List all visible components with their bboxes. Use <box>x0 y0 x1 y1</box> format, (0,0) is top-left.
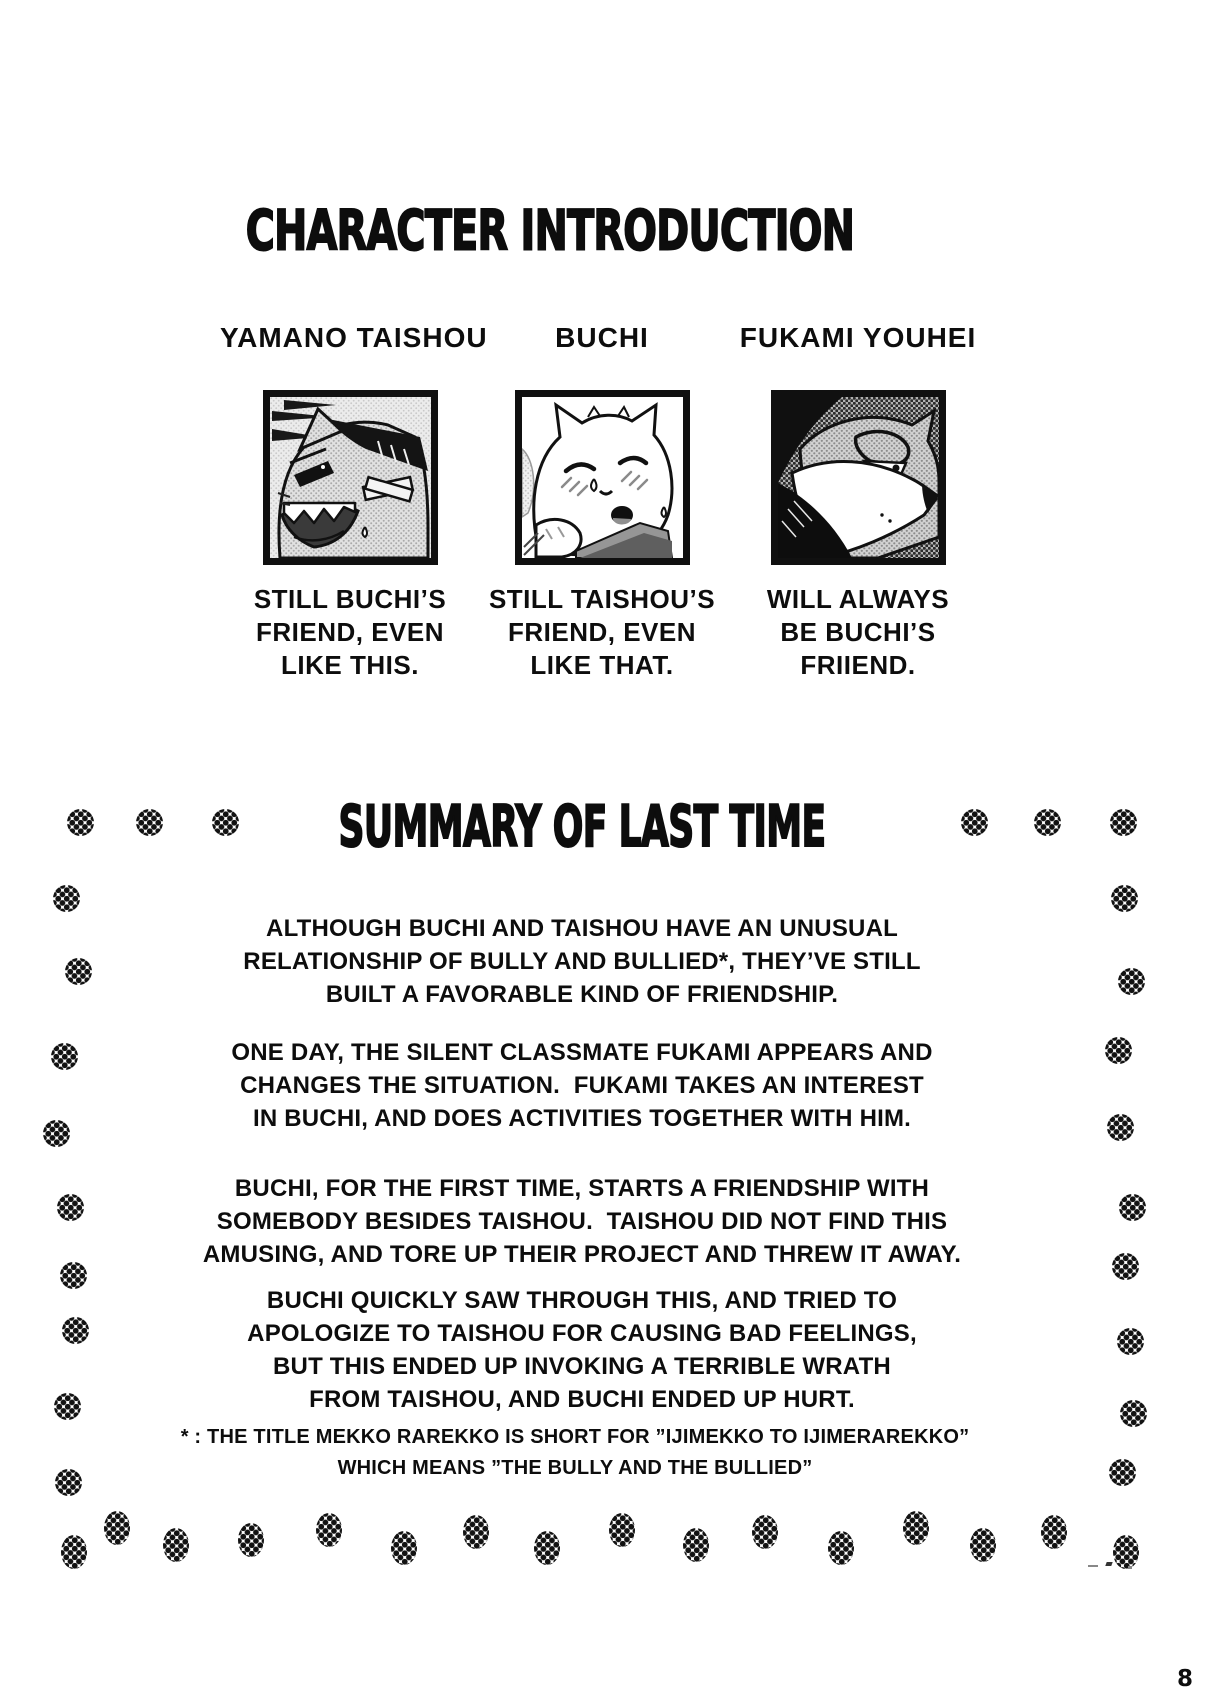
halftone-dot-ornament <box>1034 809 1061 836</box>
halftone-dot-ornament <box>1118 968 1145 995</box>
character-name: YAMANO TAISHOU <box>220 322 488 353</box>
halftone-dot-ornament <box>970 1528 996 1562</box>
paragraph-line: BUCHI, FOR THE FIRST TIME, STARTS A FRIENDSHIP WITH <box>234 1175 930 1202</box>
summary-paragraph-2 <box>0 1036 1164 1135</box>
scan-speck <box>1105 1562 1112 1566</box>
paragraph-line: ALTHOUGH BUCHI AND TAISHOU HAVE AN UNUSUAL <box>266 915 898 942</box>
caption-line: FRIEND, EVEN <box>255 617 445 647</box>
summary-heading: SUMMARY OF LAST TIME <box>338 793 826 861</box>
paragraph-line: BUT THIS ENDED UP INVOKING A TERRIBLE WRATH <box>273 1353 891 1380</box>
halftone-dot-ornament <box>60 1262 87 1289</box>
summary-paragraph-1 <box>0 912 1164 1011</box>
halftone-dot-ornament <box>61 1535 87 1569</box>
caption-line: LIKE THIS. <box>281 650 419 680</box>
halftone-dot-ornament <box>828 1531 854 1565</box>
character-caption <box>728 583 988 682</box>
page-title: CHARACTER INTRODUCTION <box>245 198 855 264</box>
halftone-dot-ornament <box>1119 1194 1146 1221</box>
caption-line: STILL BUCHI’S <box>253 584 447 614</box>
halftone-dot-ornament <box>238 1523 264 1557</box>
scan-speck <box>1128 1566 1132 1569</box>
halftone-dot-ornament <box>212 809 239 836</box>
caption-line: BE BUCHI’S <box>780 617 936 647</box>
caption-line: FRIEND, EVEN <box>507 617 697 647</box>
paragraph-line: AMUSING, AND TORE UP THEIR PROJECT AND THREW IT AWAY. <box>202 1241 962 1268</box>
paragraph-line: BUCHI QUICKLY SAW THROUGH THIS, AND TRIED TO <box>266 1287 898 1314</box>
halftone-dot-ornament <box>534 1531 560 1565</box>
portrait-buchi <box>515 390 690 565</box>
paragraph-line: CHANGES THE SITUATION. FUKAMI TAKES AN INTEREST <box>240 1072 924 1099</box>
halftone-dot-ornament <box>163 1528 189 1562</box>
halftone-dot-ornament <box>1041 1515 1067 1549</box>
angry-dog-illustration <box>270 397 431 558</box>
halftone-dot-ornament <box>51 1043 78 1070</box>
halftone-dot-ornament <box>1110 809 1137 836</box>
summary-paragraph-4 <box>0 1284 1164 1416</box>
footnote-line: WHICH MEANS ”THE BULLY AND THE BULLIED” <box>337 1457 813 1479</box>
halftone-dot-ornament <box>903 1511 929 1545</box>
character-caption <box>472 583 732 682</box>
halftone-dot-ornament <box>1120 1400 1147 1427</box>
page-number: 8 <box>1176 1666 1193 1692</box>
halftone-dot-ornament <box>67 809 94 836</box>
halftone-dot-ornament <box>1105 1037 1132 1064</box>
summary-paragraph-3 <box>0 1172 1164 1271</box>
caption-line: LIKE THAT. <box>530 650 674 680</box>
halftone-dot-ornament <box>104 1511 130 1545</box>
character-name: BUCHI <box>555 322 649 353</box>
caption-line: FRIIEND. <box>800 650 916 680</box>
halftone-dot-ornament <box>57 1194 84 1221</box>
halftone-dot-ornament <box>609 1513 635 1547</box>
character-column-fukami-youhei <box>728 318 988 682</box>
dark-wolf-illustration <box>778 397 939 558</box>
halftone-dot-ornament <box>961 809 988 836</box>
portrait-fukami-youhei <box>771 390 946 565</box>
paragraph-line: SOMEBODY BESIDES TAISHOU. TAISHOU DID NOT FIND THIS <box>216 1208 948 1235</box>
title-footnote <box>0 1422 1150 1484</box>
character-column-buchi <box>472 318 732 682</box>
halftone-dot-ornament <box>1113 1535 1139 1569</box>
halftone-dot-ornament <box>1107 1114 1134 1141</box>
halftone-dot-ornament <box>752 1515 778 1549</box>
halftone-dot-ornament <box>54 1393 81 1420</box>
caption-line: STILL TAISHOU’S <box>488 584 716 614</box>
scan-speck <box>1088 1565 1098 1567</box>
paragraph-line: IN BUCHI, AND DOES ACTIVITIES TOGETHER WITH HIM. <box>252 1105 912 1132</box>
paragraph-line: APOLOGIZE TO TAISHOU FOR CAUSING BAD FEELINGS, <box>247 1320 917 1347</box>
halftone-dot-ornament <box>65 958 92 985</box>
footnote-line: * : THE TITLE MEKKO RAREKKO IS SHORT FOR ”IJIMEKKO TO IJIMERAREKKO” <box>180 1426 970 1448</box>
caption-line: WILL ALWAYS <box>766 584 950 614</box>
halftone-dot-ornament <box>62 1317 89 1344</box>
halftone-dot-ornament <box>53 885 80 912</box>
portrait-yamano-taishou <box>263 390 438 565</box>
halftone-dot-ornament <box>1112 1253 1139 1280</box>
halftone-dot-ornament <box>1111 885 1138 912</box>
character-name: FUKAMI YOUHEI <box>739 322 977 353</box>
halftone-dot-ornament <box>463 1515 489 1549</box>
halftone-dot-ornament <box>316 1513 342 1547</box>
character-column-yamano-taishou <box>220 318 488 682</box>
halftone-dot-ornament <box>136 809 163 836</box>
paragraph-line: BUILT A FAVORABLE KIND OF FRIENDSHIP. <box>325 981 839 1008</box>
halftone-dot-ornament <box>1117 1328 1144 1355</box>
halftone-dot-ornament <box>1109 1459 1136 1486</box>
character-caption <box>220 583 480 682</box>
paragraph-line: ONE DAY, THE SILENT CLASSMATE FUKAMI APPEARS AND <box>231 1039 933 1066</box>
halftone-dot-ornament <box>55 1469 82 1496</box>
blushing-cat-illustration <box>522 397 683 558</box>
paragraph-line: RELATIONSHIP OF BULLY AND BULLIED*, THEY’VE STILL <box>243 948 921 975</box>
halftone-dot-ornament <box>391 1531 417 1565</box>
paragraph-line: FROM TAISHOU, AND BUCHI ENDED UP HURT. <box>309 1386 855 1413</box>
halftone-dot-ornament <box>683 1528 709 1562</box>
halftone-dot-ornament <box>43 1120 70 1147</box>
